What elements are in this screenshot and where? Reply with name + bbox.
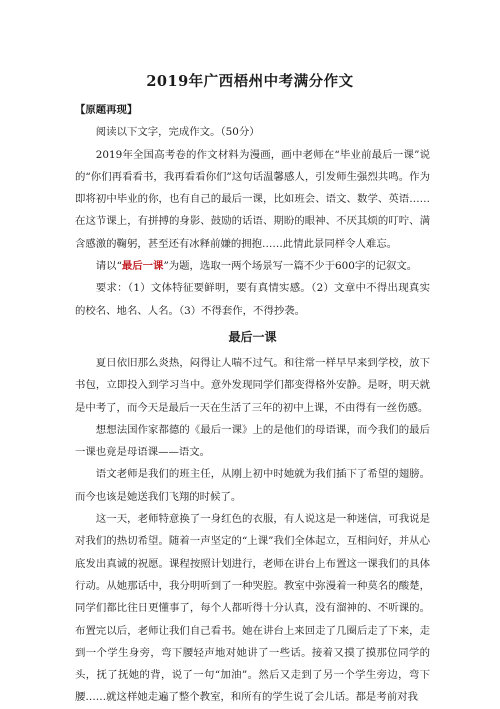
requirements-paragraph: 要求：（1）文体特征要鲜明，要有真情实感。（2）文章中不得出现真实的校名、地名、人名。（3）不得套作，不得抄袭。 [75,282,430,317]
topic-highlight: 最后一课 [121,260,164,273]
prompt-topic-paragraph [75,255,430,277]
essay-paragraph: 想想法国作家都德的《最后一课》上的是他们的母语课，而今我们的最后一课也竟是母语课——语文。 [75,423,430,459]
essay-paragraph: 语文老师是我们的班主任，从刚上初中时她就为我们插下了希望的翅膀。而今也该是她送我们飞翔的时候了。 [75,468,430,503]
topic-pre: 请以“ [95,260,122,273]
topic-post: ”为题，选取一两个场景写一篇不少于600字的记叙文。 [163,260,418,273]
essay-paragraph: 夏日依旧那么炎热，闷得让人喘不过气。和往常一样早早来到学校，放下书包，立即投入到学习当中。意外发现同学们都变得格外安静。是呀，明天就是中考了，而今天是最后一天在生活了三年的初中上课，不由得有一丝伤感。 [75,357,430,414]
prompt-section [75,99,430,322]
essay-paragraph: 这一天，老师特意换了一身红色的衣服，有人说这是一种迷信，可我说是对我们的热切希望。随着一声坚定的“上课”我们全体起立，互相问好，并从心底发出真诚的祝愿。课程按照计划进行，老师在讲台上布置这一课我们的具体行动。从她那话中，我分明听到了一种哭腔。教室中弥漫着一种莫名的酸楚，同学们都比往日更懂事了，每个人都听得十分认真，没有溜神的、不听课的。布置完以后，老师让我们自己看书。她在讲台上来回走了几圈后走了下来，走到一个学生身旁，弯下腰轻声地对她讲了一些话。接着又摸了摸那位同学的头，抚了抚她的背，说了一句“加油”。然后又走到了另一个学生旁边，弯下腰……就这样她走遍了整个教室，和所有的学生说了会儿话。都是考前对我 [75,513,430,704]
instruction-line: 阅读以下文字，完成作文。（50分） [95,126,260,139]
prompt-material-paragraph: 2019年全国高考卷的作文材料为漫画，画中老师在“毕业前最后一课”说的“你们再看看书，我再看看你们”这句话温馨感人，引发师生强烈共鸣。作为即将初中毕业的你，也有自己的最后一课，比如班会、语文、数学、英语……在这节课上，有拼搏的身影、鼓励的话语、期盼的眼神、不厌其烦的叮咛、满含感激的鞠躬，甚至还有冰释前嫌的拥抱……此情此景同样令人难忘。 [75,148,430,250]
document-title: 2019年广西梧州中考满分作文 [146,73,354,90]
essay-section [75,322,430,709]
section-label: 【原题再现】 [75,104,138,116]
essay-title: 最后一课 [228,330,277,344]
